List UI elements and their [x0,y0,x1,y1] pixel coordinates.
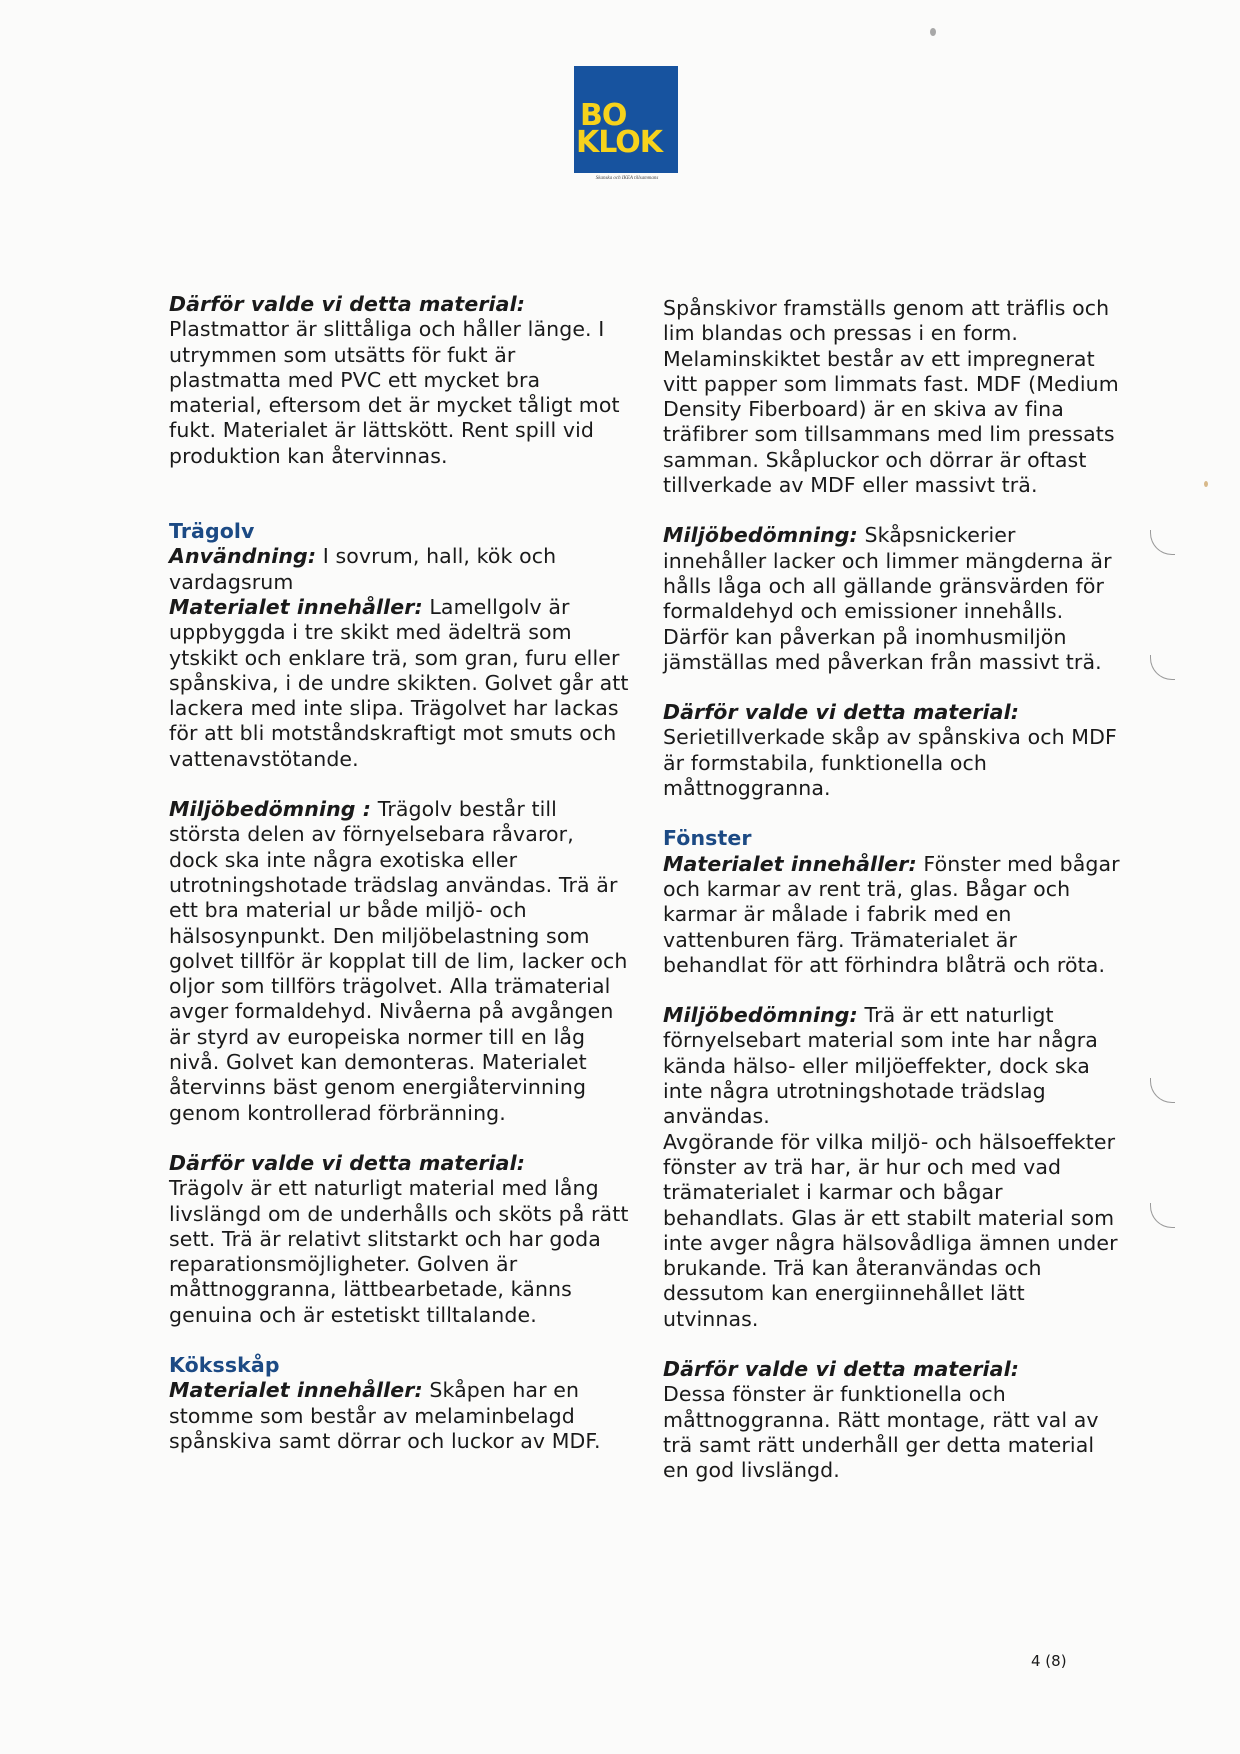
block-text: Skåpsnickerier innehåller lacker och limmer mängderna är hålls låga och all gällande gränsvärden för formaldehyd och emissioner innehålls. Därför kan påverkan på inomhusmiljön jämställas med påverkan från massivt trä. [663,523,1112,674]
block-text: Serietillverkade skåp av spånskiva och MDF är formstabila, funktionella och måttnoggranna. [663,725,1117,801]
text-block [663,700,1123,801]
page-number: 4 (8) [1031,1652,1067,1670]
scan-speck [930,28,936,36]
block-label: Miljöbedömning: [663,1003,858,1028]
block-text: Skåpen har en stomme som består av melaminbelagd spånskiva samt dörrar och luckor av MDF. [169,1378,601,1453]
block-text: Dessa fönster är funktionella och måttnoggranna. Rätt montage, rätt val av trä samt rätt underhåll ger detta material en god livslängd. [663,1382,1099,1483]
block-label: Användning: [169,544,317,569]
section-heading [169,519,629,544]
block-text: Spånskivor framställs genom att träflis och lim blandas och pressas i en form. Melaminskiktet består av ett impregnerat vitt papper som limmats fast. MDF (Medium Density Fiberboard) är en skiva av fina träfibrer som tillsammans med lim pressats samman. Skåpluckor och dörrar är oftast tillverkade av MDF eller massivt trä. [663,296,1119,498]
scan-speck [1204,481,1208,487]
logo-text [576,98,676,160]
section-heading-text: Köksskåp [169,1352,280,1377]
block-text: Trägolv består till största delen av förnyelsebara råvaror, dock ska inte några exotiska eller utrotningshotade trädslag användas. Trä är ett bra material ur både miljö- och hälsosynpunkt. Den miljöbelastning som golvet tillför är kopplat till de lim, lacker och oljor som tillförs trägolvet. Alla trämaterial avger formaldehyd. Nivåerna på avgången är styrd av europeiska normer till en låg nivå. Golvet kan demonteras. Materialet återvinns bäst genom energiåtervinning genom kontrollerad förbränning. [169,797,628,1125]
section-heading [169,1353,629,1378]
text-block [169,595,629,772]
section-heading-text: Trägolv [169,519,255,544]
punch-hole-mark [1150,1203,1175,1228]
text-block [169,544,629,595]
block-text: Avgörande för vilka miljö- och hälsoeffekter fönster av trä har, är hur och med vad trämaterialet i karmar och bågar behandlats. Glas är ett stabilt material som inte avger några hälsovådliga ämnen under brukande. Trä kan återanvändas och dessutom kan energiinnehållet lätt utvinnas. [663,1129,1118,1331]
text-block [663,296,1123,498]
punch-hole-mark [1150,1078,1175,1103]
text-block [663,523,1123,675]
block-label: Därför valde vi detta material: [663,1356,1020,1381]
block-label: Därför valde vi detta material: [663,700,1020,725]
boklok-logo [574,66,678,173]
section-heading [663,826,1123,851]
text-block [663,1003,1123,1129]
block-label: Miljöbedömning: [663,523,858,548]
logo-line-2: KLOK [576,125,663,160]
punch-hole-mark [1150,655,1175,680]
text-block [169,1378,629,1454]
block-text: Fönster med bågar och karmar av rent trä, glas. Bågar och karmar är målade i fabrik med en vattenburen färg. Trämaterialet är behandlat för att förhindra blåträ och röta. [663,851,1120,977]
section-heading-text: Fönster [663,826,752,851]
text-block [169,1151,629,1328]
block-label: Därför valde vi detta material: [169,292,526,316]
block-text: Trä är ett naturligt förnyelsebart material som inte har några kända hälso- eller miljöeffekter, dock ska inte några utrotningshotade trädslag användas. [663,1003,1098,1129]
block-label: Miljöbedömning : [169,797,372,822]
logo-line-1: BO [580,98,627,133]
block-text: I sovrum, hall, kök och vardagsrum [169,544,557,594]
left-column [169,292,629,1454]
block-label: Därför valde vi detta material: [169,1150,526,1175]
logo-subtitle: Skanska och IKEA tillsammans [595,176,659,181]
block-text: Lamellgolv är uppbyggda i tre skikt med ädelträ som ytskikt och enklare trä, som gran, furu eller spånskiva, i de undre skikten. Golvet går att lackera med inte slipa. Trägolvet har lackas för att bli motståndskraftigt mot smuts och vattenavstötande. [169,594,629,771]
punch-hole-mark [1150,530,1175,555]
block-label: Materialet innehåller: [663,851,917,876]
block-label: Materialet innehåller: [169,1378,423,1403]
right-column [663,296,1123,1508]
block-label: Materialet innehåller: [169,594,423,619]
text-block [169,292,629,469]
text-block [663,1130,1123,1332]
block-text: Plastmattor är slittåliga och håller länge. I utrymmen som utsätts för fukt är plastmatta med PVC ett mycket bra material, eftersom det är mycket tåligt mot fukt. Materialet är lättskött. Rent spill vid produktion kan återvinnas. [169,317,620,468]
text-block [663,1357,1123,1483]
text-block [663,852,1123,978]
text-block [169,797,629,1126]
block-text: Trägolv är ett naturligt material med lång livslängd om de underhålls och sköts på rätt sett. Trä är relativt slitstarkt och har goda reparationsmöjligheter. Golven är måttnoggranna, lättbearbetade, känns genuina och är estetiskt tilltalande. [169,1176,629,1327]
